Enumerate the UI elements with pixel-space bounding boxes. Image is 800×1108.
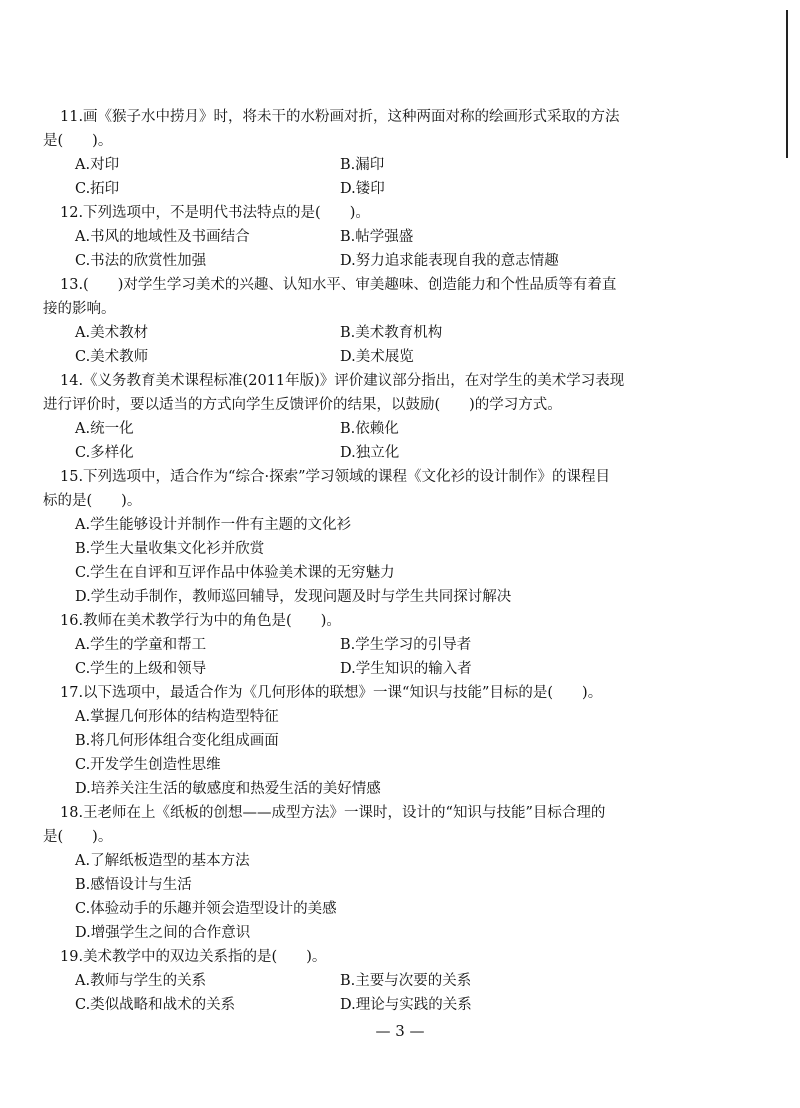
q14-stem-line2: 进行评价时，要以适当的方式向学生反馈评价的结果，以鼓励( )的学习方式。 (43, 397, 562, 413)
q12-option-b: B.帖学强盛 (340, 229, 414, 245)
q13-option-a: A.美术教材 (75, 325, 149, 341)
q15-option-a: A.学生能够设计并制作一件有主题的文化衫 (75, 517, 352, 533)
q14-option-d: D.独立化 (340, 445, 400, 461)
q14-option-a: A.统一化 (75, 421, 134, 437)
q15-stem-line1: 15.下列选项中，适合作为“综合·探索”学习领域的课程《文化衫的设计制作》的课程目 (60, 469, 610, 485)
q17-stem-line1: 17.以下选项中，最适合作为《几何形体的联想》一课“知识与技能”目标的是( )。 (60, 685, 603, 701)
q14-option-c: C.多样化 (75, 445, 134, 461)
q14-stem-line1: 14.《义务教育美术课程标准(2011年版)》评价建议部分指出，在对学生的美术学习表现 (60, 373, 625, 389)
q19-option-b: B.主要与次要的关系 (340, 973, 472, 989)
q12-stem-line1: 12.下列选项中，不是明代书法特点的是( )。 (60, 205, 370, 221)
q16-option-d: D.学生知识的输入者 (340, 661, 472, 677)
q11-option-d: D.镂印 (340, 181, 385, 197)
q12-option-d: D.努力追求能表现自我的意志情趣 (340, 253, 559, 269)
q15-stem-line2: 标的是( )。 (43, 493, 142, 509)
q17-option-c: C.开发学生创造性思维 (75, 757, 221, 773)
q12-option-c: C.书法的欣赏性加强 (75, 253, 207, 269)
q19-option-a: A.教师与学生的关系 (75, 973, 207, 989)
q18-stem-line1: 18.王老师在上《纸板的创想——成型方法》一课时，设计的“知识与技能”目标合理的 (60, 805, 606, 821)
q16-option-b: B.学生学习的引导者 (340, 637, 472, 653)
q16-option-c: C.学生的上级和领导 (75, 661, 207, 677)
q15-option-d: D.学生动手制作，教师巡回辅导，发现问题及时与学生共同探讨解决 (75, 589, 512, 605)
q19-option-c: C.类似战略和战术的关系 (75, 997, 236, 1013)
q18-option-b: B.感悟设计与生活 (75, 877, 192, 893)
q11-stem-line2: 是( )。 (43, 133, 113, 149)
page-number: — 3 — (375, 1022, 425, 1040)
q15-option-c: C.学生在自评和互评作品中体验美术课的无穷魅力 (75, 565, 395, 581)
q19-stem-line1: 19.美术教学中的双边关系指的是( )。 (60, 949, 327, 965)
q11-option-a: A.对印 (75, 157, 120, 173)
q17-option-a: A.掌握几何形体的结构造型特征 (75, 709, 279, 725)
q17-option-d: D.培养关注生活的敏感度和热爱生活的美好情感 (75, 781, 381, 797)
q13-stem-line2: 接的影响。 (43, 301, 116, 317)
q14-option-b: B.依赖化 (340, 421, 399, 437)
q17-option-b: B.将几何形体组合变化组成画面 (75, 733, 279, 749)
q18-option-a: A.了解纸板造型的基本方法 (75, 853, 250, 869)
q11-option-b: B.漏印 (340, 157, 385, 173)
q16-option-a: A.学生的学童和帮工 (75, 637, 207, 653)
q18-stem-line2: 是( )。 (43, 829, 113, 845)
q11-option-c: C.拓印 (75, 181, 120, 197)
q13-stem-line1: 13.( )对学生学习美术的兴趣、认知水平、审美趣味、创造能力和个性品质等有着直 (60, 277, 617, 293)
q15-option-b: B.学生大量收集文化衫并欣赏 (75, 541, 265, 557)
scan-edge-line (786, 10, 788, 158)
q19-option-d: D.理论与实践的关系 (340, 997, 472, 1013)
q18-option-c: C.体验动手的乐趣并领会造型设计的美感 (75, 901, 337, 917)
q18-option-d: D.增强学生之间的合作意识 (75, 925, 251, 941)
q13-option-d: D.美术展览 (340, 349, 414, 365)
q13-option-b: B.美术教育机构 (340, 325, 443, 341)
q16-stem-line1: 16.教师在美术教学行为中的角色是( )。 (60, 613, 341, 629)
q13-option-c: C.美术教师 (75, 349, 149, 365)
q12-option-a: A.书风的地域性及书画结合 (75, 229, 250, 245)
q11-stem-line1: 11.画《猴子水中捞月》时，将未干的水粉画对折，这种两面对称的绘画形式采取的方法 (60, 109, 620, 125)
